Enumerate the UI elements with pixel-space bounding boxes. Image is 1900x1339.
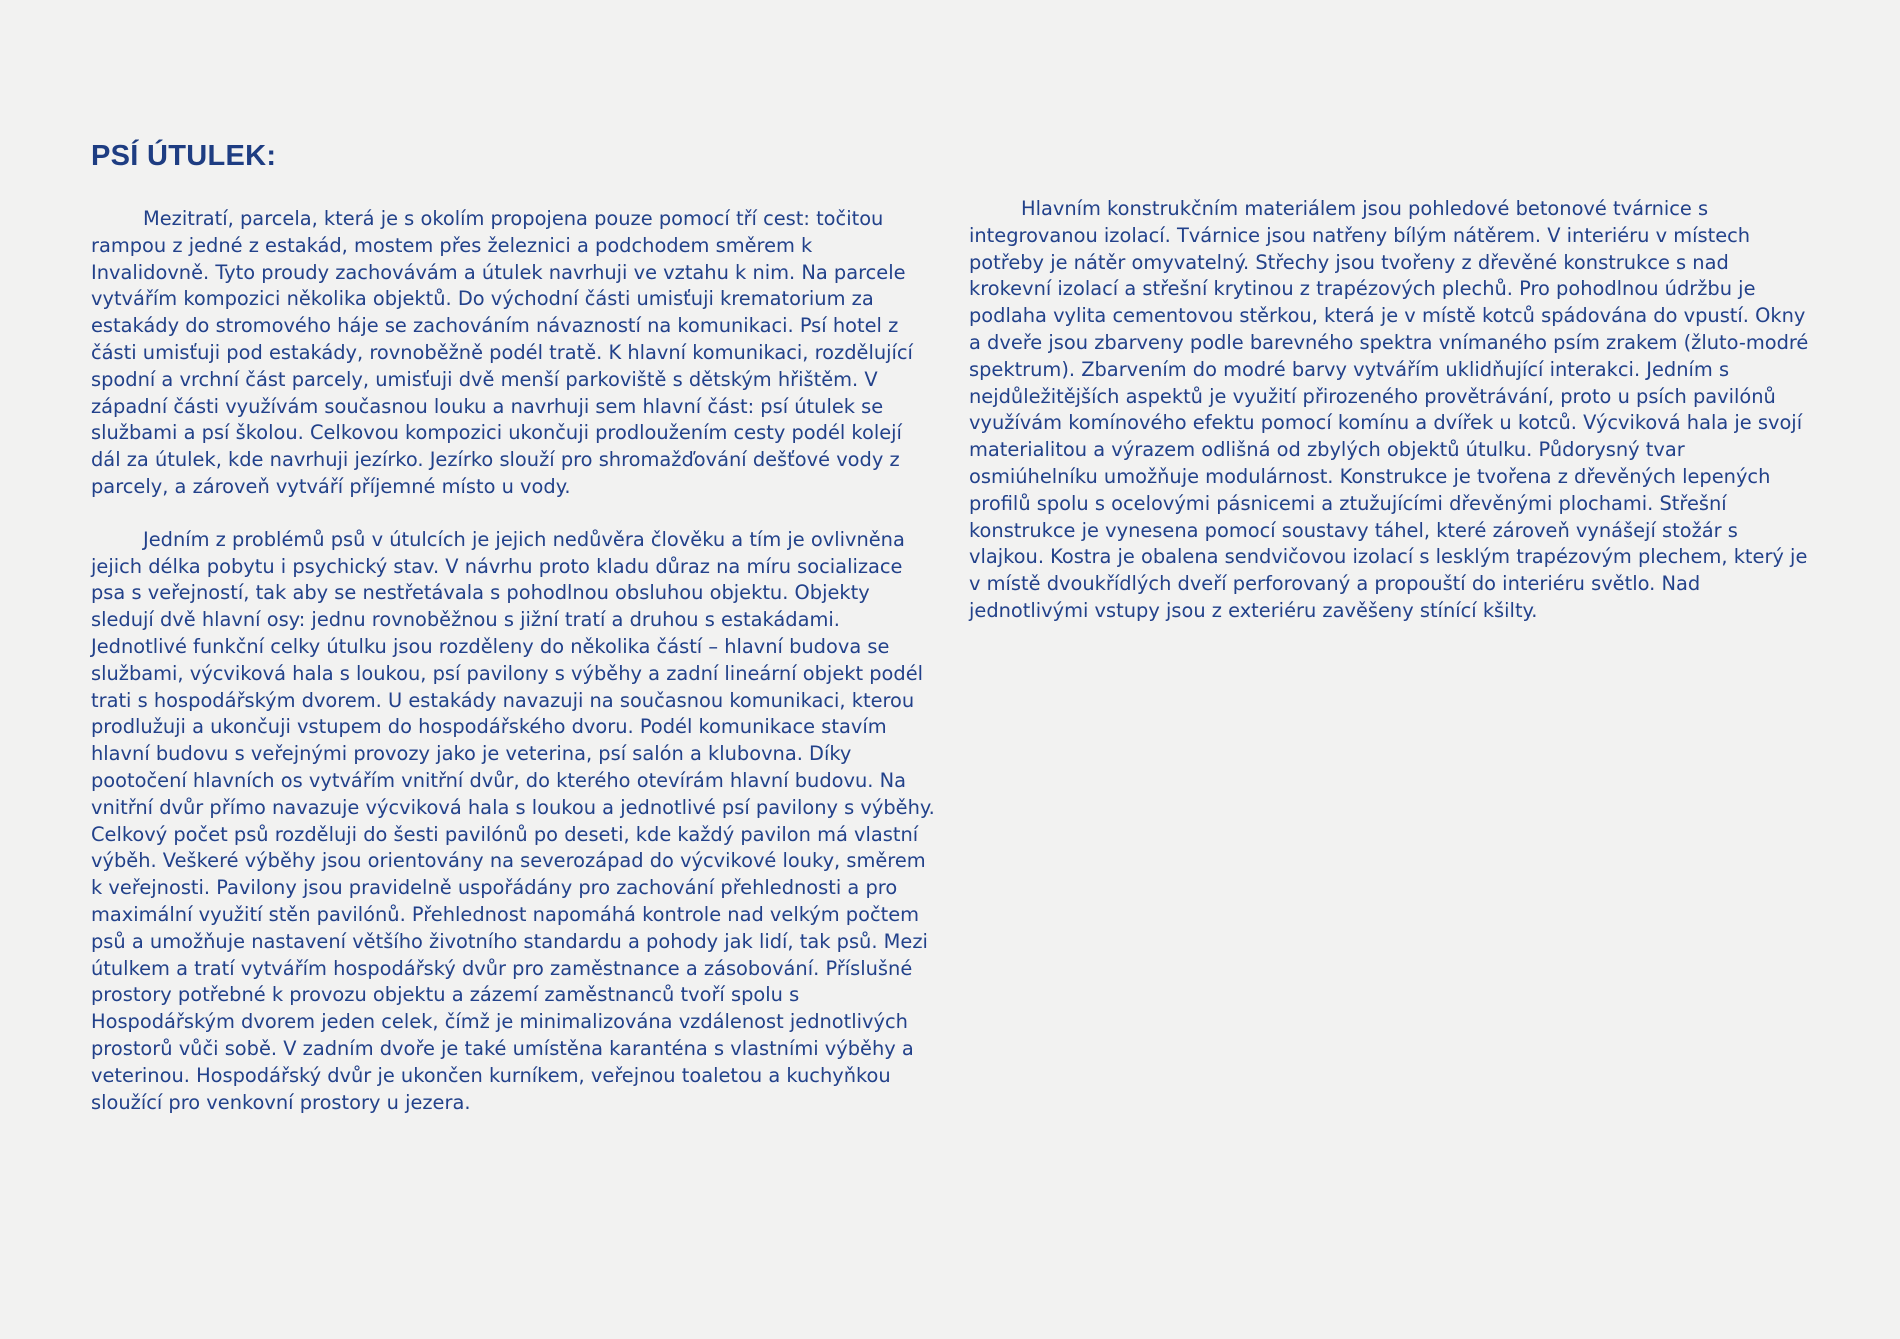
paragraph-shelter-layout: Jedním z problémů psů v útulcích je jejich nedůvěra člověku a tím je ovlivněna jejich délka pobytu i psychický stav. V návrhu proto kladu důraz na míru socializace psa s veřejností, tak aby se nestřetávala s pohodlnou obsluhou objektu. Objekty sledují dvě hlavní osy: jednu rovnoběžnou s jižní tratí a druhou s estakádami. Jednotlivé funkční celky útulku jsou rozděleny do několika částí – hlavní budova se službami, výcviková hala s loukou, psí pavilony s výběhy a zadní lineární objekt podél trati s hospodářským dvorem. U estakády navazuji na současnou komunikaci, kterou prodlužuji a ukončuji vstupem do hospodářského dvoru. Podél komunikace stavím hlavní budovu s veřejnými provozy jako je veterina, psí salón a klubovna. Díky pootočení hlavních os vytvářím vnitřní dvůr, do kterého otevírám hlavní budovu. Na vnitřní dvůr přímo navazuje výcviková hala s loukou a jednotlivé psí pavilony s výběhy. Celkový počet psů rozděluji do šesti pavilónů po deseti, kde každý pavilon má vlastní výběh. Veškeré výběhy jsou orientovány na severozápad do výcvikové louky, směrem k veřejnosti. Pavilony jsou pravidelně uspořádány pro zachování přehlednosti a pro maximální využití stěn pavilónů. Přehlednost napomáhá kontrole nad velkým počtem psů a umožňuje nastavení většího životního standardu a pohody jak lidí, tak psů. Mezi útulkem a tratí vytvářím hospodářský dvůr pro zaměstnance a zásobování. Příslušné prostory potřebné k provozu objektu a zázemí zaměstnanců tvoří spolu s Hospodářským dvorem jeden celek, čímž je minimalizována vzdálenost jednotlivých prostorů vůči sobě. V zadním dvoře je také umístěna karanténa s vlastními výběhy a veterinou. Hospodářský dvůr je ukončen kurníkem, veřejnou toaletou a kuchyňkou sloužící pro venkovní prostory u jezera. [91, 527, 935, 1114]
page-title: PSÍ ÚTULEK: [91, 140, 277, 172]
right-column [969, 196, 1814, 625]
paragraph-construction-materials: Hlavním konstrukčním materiálem jsou pohledové betonové tvárnice s integrovanou izolací. Tvárnice jsou natřeny bílým nátěrem. V interiéru v místech potřeby je nátěr omyvatelný. Střechy jsou tvořeny z dřevěné konstrukce s nad krokevní izolací a střešní krytinou z trapézových plechů. Pro pohodlnou údržbu je podlaha vylita cementovou stěrkou, která je v místě kotců spádována do vpustí. Okny a dveře jsou zbarveny podle barevného spektra vnímaného psím zrakem (žluto-modré spektrum). Zbarvením do modré barvy vytvářím uklidňující interakci. Jedním s nejdůležitějších aspektů je využití přirozeného provětrávání, proto u psích pavilónů využívám komínového efektu pomocí komínu a dvířek u kotců. Výcviková hala je svojí materialitou a výrazem odlišná od zbylých objektů útulku. Půdorysný tvar osmiúhelníku umožňuje modulárnost. Konstrukce je tvořena z dřevěných lepených profilů spolu s ocelovými pásnicemi a ztužujícími dřevěnými plochami. Střešní konstrukce je vynesena pomocí soustavy táhel, které zároveň vynášejí stožár s vlajkou. Kostra je obalena sendvičovou izolací s lesklým trapézovým plechem, který je v místě dvoukřídlých dveří perforovaný a propouští do interiéru světlo. Nad jednotlivými vstupy jsou z exteriéru zavěšeny stínící kšilty. [969, 197, 1809, 622]
paragraph-site-composition: Mezitratí, parcela, která je s okolím propojena pouze pomocí tří cest: točitou rampou z jedné z estakád, mostem přes železnici a podchodem směrem k Invalidovně. Tyto proudy zachovávám a útulek navrhuji ve vztahu k nim. Na parcele vytvářím kompozici několika objektů. Do východní části umisťuji krematorium za estakády do stromového háje se zachováním návazností na komunikaci. Psí hotel z části umisťuji pod estakády, rovnoběžně podél tratě. K hlavní komunikaci, rozdělující spodní a vrchní část parcely, umisťuji dvě menší parkoviště s dětským hřištěm. V západní části využívám současnou louku a navrhuji sem hlavní část: psí útulek se službami a psí školou. Celkovou kompozici ukončuji prodloužením cesty podél kolejí dál za útulek, kde navrhuji jezírko. Jezírko slouží pro shromažďování dešťové vody z parcely, a zároveň vytváří příjemné místo u vody. [91, 207, 913, 498]
left-column [91, 206, 936, 1116]
